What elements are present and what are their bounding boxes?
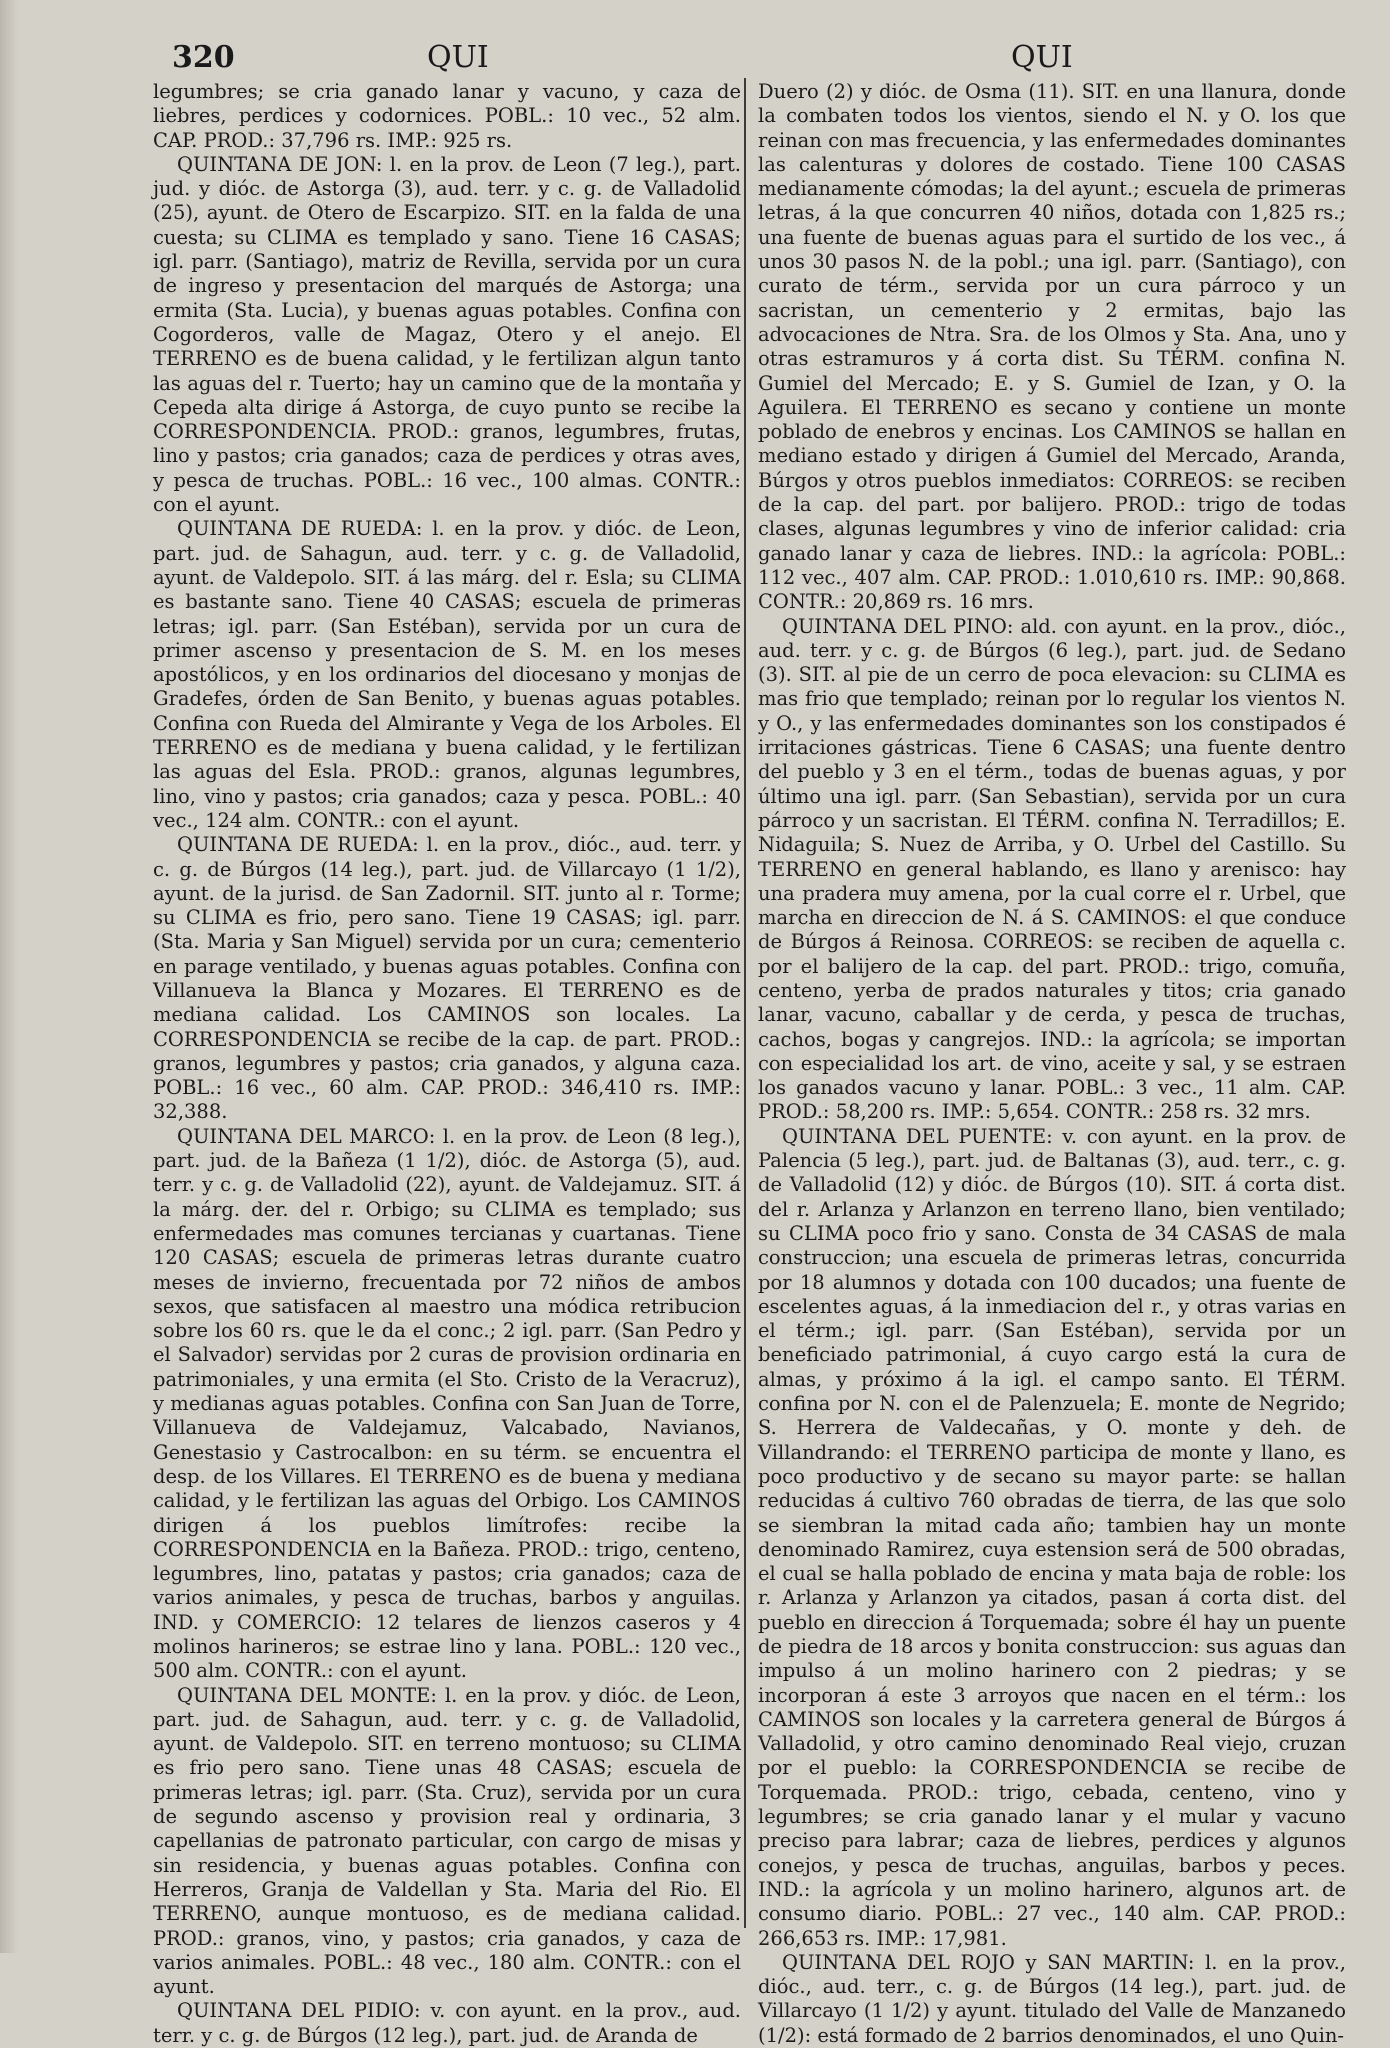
right-column [758, 80, 1346, 2047]
entry [153, 1999, 741, 2048]
page-number: 320 [172, 40, 235, 75]
entry-text: l. en la prov. de Leon (7 leg.), part. jud. y dióc. de Astorga (3), aud. terr. y c. g. de Valladolid (25), ayunt. de Otero de Escarpizo. SIT. en la falda de una cuesta; su CLIMA es templado y sano. Tiene 16 CASAS; igl. parr. (Santiago), matriz de Revilla, servida por un cura de ingreso y presentacion del marqués de Astorga; una ermita (Sta. Lucia), y buenas aguas potables. Confina con Cogorderos, valle de Magaz, Otero y el anejo. El TERRENO es de buena calidad, y le fertilizan algun tanto las aguas del r. Tuerto; hay un camino que de la montaña y Cepeda alta dirige á Astorga, de cuyo punto se recibe la CORRESPONDENCIA. PROD.: granos, legumbres, frutas, lino y pastos; cria ganados; caza de perdices y otras aves, y pesca de truchas. POBL.: 16 vec., 100 almas. CONTR.: con el ayunt. [153, 152, 742, 517]
entry-headword: QUINTANA DEL PINO: [782, 614, 1014, 638]
entry-text: v. con ayunt. en la prov. de Palencia (5 leg.), part. jud. de Baltanas (3), aud. terr., c. g. de Valladolid (12) y dióc. de Búrgos (10). SIT. á corta dist. del r. Arlanza y Arlanzon en terreno llano, bien ventilado; su CLIMA poco frio y sano. Consta de 34 CASAS de mala construccion; una escuela de primeras letras, concurrida por 18 alumnos y dotada con 100 ducados; una fuente de escelentes aguas, á la inmediacion del r., y otras varias en el térm.; igl. parr. (San Estéban), servida por un beneficiado patrimonial, á cuyo cargo está la cura de almas, y próximo á la igl. el campo santo. El TÉRM. confina por N. con el de Palenzuela; E. monte de Negrido; S. Herrera de Valdecañas, y O. monte y deh. de Villandrando: el TERRENO participa de monte y llano, es poco productivo y de secano su mayor parte: se hallan reducidas á cultivo 760 obradas de tierra, de las que solo se siembran la mitad cada año; tambien hay un monte denominado Ramirez, cuya estension será de 500 obradas, el cual se halla poblado de encina y mata baja de roble: los r. Arlanza y Arlanzon ya citados, pasan á corta dist. del pueblo en direccion á Torquemada; sobre él hay un puente de piedra de 18 arcos y bonita construccion: sus aguas dan impulso á un molino harinero con 2 piedras; y se incorporan á este 3 arroyos que nacen en el térm.: los CAMINOS son locales y la carretera general de Búrgos á Valladolid, y otro camino denominado Real viejo, cruzan por el pueblo: la CORRESPONDENCIA se recibe de Torquemada. PROD.: trigo, cebada, centeno, vino y legumbres; se cria ganado lanar y el mular y vacuno preciso para labrar; caza de liebres, perdices y algunos conejos, y pesca de truchas, anguilas, barbos y peces. IND.: la agrícola y un molino harinero, algunos art. de consumo diario. POBL.: 27 vec., 140 alm. CAP. PROD.: 266,653 rs. IMP.: 17,981. [758, 1124, 1346, 1950]
entry-headword: QUINTANA DEL ROJO y SAN MARTIN: [782, 1950, 1195, 1974]
entry [153, 153, 741, 517]
entry-text: l. en la prov. y dióc. de Leon, part. jud. de Sahagun, aud. terr. y c. g. de Valladolid, ayunt. de Valdepolo. SIT. en terreno montuoso; su CLIMA es frio pero sano. Tiene unas 48 CASAS; escuela de primeras letras; igl. parr. (Sta. Cruz), servida por un cura de segundo ascenso y provision real y ordinaria, 3 capellanias de patronato particular, con cargo de misas y sin residencia, y buenas aguas potables. Confina con Herreros, Granja de Valdellan y Sta. Maria del Rio. El TERRENO, aunque montuoso, es de mediana calidad. PROD.: granos, vino, y pastos; cria ganados, y caza de varios animales. POBL.: 48 vec., 180 alm. CONTR.: con el ayunt. [153, 1683, 741, 1999]
column-divider [744, 78, 746, 1928]
entry-text: l. en la prov., dióc., aud. terr., c. g. de Búrgos (14 leg.), part. jud. de Villarcayo (1 1/2) y ayunt. titulado del Valle de Manzanedo (1/2): está formado de 2 barrios denominados, el uno Quin- [758, 1950, 1346, 2047]
entry: Duero (2) y dióc. de Osma (11). SIT. en una llanura, donde la combaten todos los vientos, siendo el N. y O. los que reinan con mas frecuencia, y las enfermedades dominantes las calenturas y dolores de costado. Tiene 100 CASAS medianamente cómodas; la del ayunt.; escuela de primeras letras, á la que concurren 40 niños, dotada con 1,825 rs.; una fuente de buenas aguas para el surtido de los vec., á unos 30 pasos N. de la pobl.; una igl. parr. (Santiago), con curato de térm., servida por un cura párroco y un sacristan, un cementerio y 2 ermitas, bajo las advocaciones de Ntra. Sra. de los Olmos y Sta. Ana, uno y otras estramuros y á corta dist. Su TÉRM. confina N. Gumiel del Mercado; E. y S. Gumiel de Izan, y O. la Aguilera. El TERRENO es secano y contiene un monte poblado de enebros y encinas. Los CAMINOS se hallan en mediano estado y dirigen á Gumiel del Mercado, Aranda, Búrgos y otros pueblos inmediatos: CORREOS: se reciben de la cap. del part. por balijero. PROD.: trigo de todas clases, algunas legumbres y vino de inferior calidad: cria ganado lanar y caza de liebres. IND.: la agrícola: POBL.: 112 vec., 407 alm. CAP. PROD.: 1.010,610 rs. IMP.: 90,868. CONTR.: 20,869 rs. 16 mrs. [758, 80, 1346, 614]
entry-text: ald. con ayunt. en la prov., dióc., aud. terr. y c. g. de Búrgos (6 leg.), part. jud. de Sedano (3). SIT. al pie de un cerro de poca elevacion: su CLIMA es mas frio que templado; reinan por lo regular los vientos N. y O., y las enfermedades dominantes son los constipados é irritaciones gástricas. Tiene 6 CASAS; una fuente dentro del pueblo y 3 en el térm., todas de buenas aguas, y por último una igl. parr. (San Sebastian), servida por un cura párroco y un sacristan. El TÉRM. confina N. Terradillos; E. Nidaguila; S. Nuez de Arriba, y O. Urbel del Castillo. Su TERRENO en general hablando, es llano y arenisco: hay una pradera muy amena, por la cual corre el r. Urbel, que marcha en direccion de N. á S. CAMINOS: el que conduce de Búrgos á Reinosa. CORREOS: se reciben de aquella c. por el balijero de la cap. del part. PROD.: trigo, comuña, centeno, yerba de prados naturales y titos; cria ganado lanar, vacuno, caballar y de cerda, y pesca de truchas, cachos, bogas y cangrejos. IND.: la agrícola; se importan con especialidad los art. de vino, aceite y sal, y se estraen los ganados vacuno y lanar. POBL.: 3 vec., 11 alm. CAP. PROD.: 58,200 rs. IMP.: 5,654. CONTR.: 258 rs. 32 mrs. [758, 614, 1346, 1124]
entry-text: l. en la prov. y dióc. de Leon, part. jud. de Sahagun, aud. terr. y c. g. de Valladolid, ayunt. de Valdepolo. SIT. á las márg. del r. Esla; su CLIMA es bastante sano. Tiene 40 CASAS; escuela de primeras letras; igl. parr. (San Estéban), servida por un cura de primer ascenso y presentacion de S. M. en los meses apostólicos, y en los ordinarios del diocesano y monjas de Gradefes, órden de San Benito, y buenas aguas potables. Confina con Rueda del Almirante y Vega de los Arboles. El TERRENO es de mediana y buena calidad, y le fertilizan las aguas del Esla. PROD.: granos, algunas legumbres, lino, vino y pastos; cria ganados; caza y pesca. POBL.: 40 vec., 124 alm. CONTR.: con el ayunt. [153, 517, 742, 832]
running-head-left: QUI [427, 40, 489, 75]
entry [758, 615, 1346, 1125]
entry-headword: QUINTANA DEL PUENTE: [782, 1124, 1053, 1148]
entry-headword: QUINTANA DEL PIDIO: [177, 1999, 421, 2023]
entry-headword: QUINTANA DE JON: [177, 152, 383, 176]
entry-text: l. en la prov. de Leon (8 leg.), part. jud. de la Bañeza (1 1/2), dióc. de Astorga (5), aud. terr. y c. g. de Valladolid (22), ayunt. de Valdejamuz. SIT. á la márg. der. del r. Orbigo; su CLIMA es templado; sus enfermedades mas comunes tercianas y cuartanas. Tiene 120 CASAS; escuela de primeras letras durante cuatro meses de invierno, frecuentada por 72 niños de ambos sexos, que satisfacen al maestro una módica retribucion sobre los 60 rs. que le da el conc.; 2 igl. parr. (San Pedro y el Salvador) servidas por 2 curas de provision ordinaria en patrimoniales, y una ermita (el Sto. Cristo de la Veracruz), y medianas aguas potables. Confina con San Juan de Torre, Villanueva de Valdejamuz, Valcabado, Navianos, Genestasio y Castrocalbon: en su térm. se encuentra el desp. de los Villares. El TERRENO es de buena y mediana calidad, y le fertilizan las aguas del Orbigo. Los CAMINOS dirigen á los pueblos limítrofes: recibe la CORRESPONDENCIA en la Bañeza. PROD.: trigo, centeno, legumbres, lino, patatas y pastos; cria ganados; caza de varios animales, y pesca de truchas, barbos y anguilas. IND. y COMERCIO: 12 telares de lienzos caseros y 4 molinos harineros; se estrae lino y lana. POBL.: 120 vec., 500 alm. CONTR.: con el ayunt. [153, 1124, 741, 1683]
entry [758, 1125, 1346, 1951]
left-column [153, 80, 742, 2047]
page-header [0, 40, 1390, 80]
entry [153, 1684, 741, 2000]
running-head-right: QUI [1011, 40, 1073, 75]
entry [153, 1125, 741, 1684]
entry-headword: QUINTANA DEL MARCO: [177, 1124, 436, 1148]
entry-headword: QUINTANA DEL MONTE: [177, 1683, 437, 1707]
entry [758, 1951, 1346, 2048]
scan-edge [0, 0, 18, 1953]
entry-headword: QUINTANA DE RUEDA: [177, 833, 419, 857]
entry [153, 833, 741, 1125]
entry: legumbres; se cria ganado lanar y vacuno, y caza de liebres, perdices y codornices. POBL.: 10 vec., 52 alm. CAP. PROD.: 37,796 rs. IMP.: 925 rs. [153, 80, 741, 152]
entry-text: l. en la prov., dióc., aud. terr. y c. g. de Búrgos (14 leg.), part. jud. de Villarcayo (1 1/2), ayunt. de la jurisd. de San Zadornil. SIT. junto al r. Torme; su CLIMA es frio, pero sano. Tiene 19 CASAS; igl. parr. (Sta. Maria y San Miguel) servida por un cura; cementerio en parage ventilado, y buenas aguas potables. Confina con Villanueva la Blanca y Mozares. El TERRENO es de mediana calidad. Los CAMINOS son locales. La CORRESPONDENCIA se recibe de la cap. de part. PROD.: granos, legumbres y pastos; cria ganados, y alguna caza. POBL.: 16 vec., 60 alm. CAP. PROD.: 346,410 rs. IMP.: 32,388. [153, 833, 741, 1124]
entry-headword: QUINTANA DE RUEDA: [177, 517, 423, 541]
entry [153, 517, 741, 833]
entry-text: v. con ayunt. en la prov., aud. terr. y c. g. de Búrgos (12 leg.), part. jud. de Aranda de [153, 1999, 741, 2047]
